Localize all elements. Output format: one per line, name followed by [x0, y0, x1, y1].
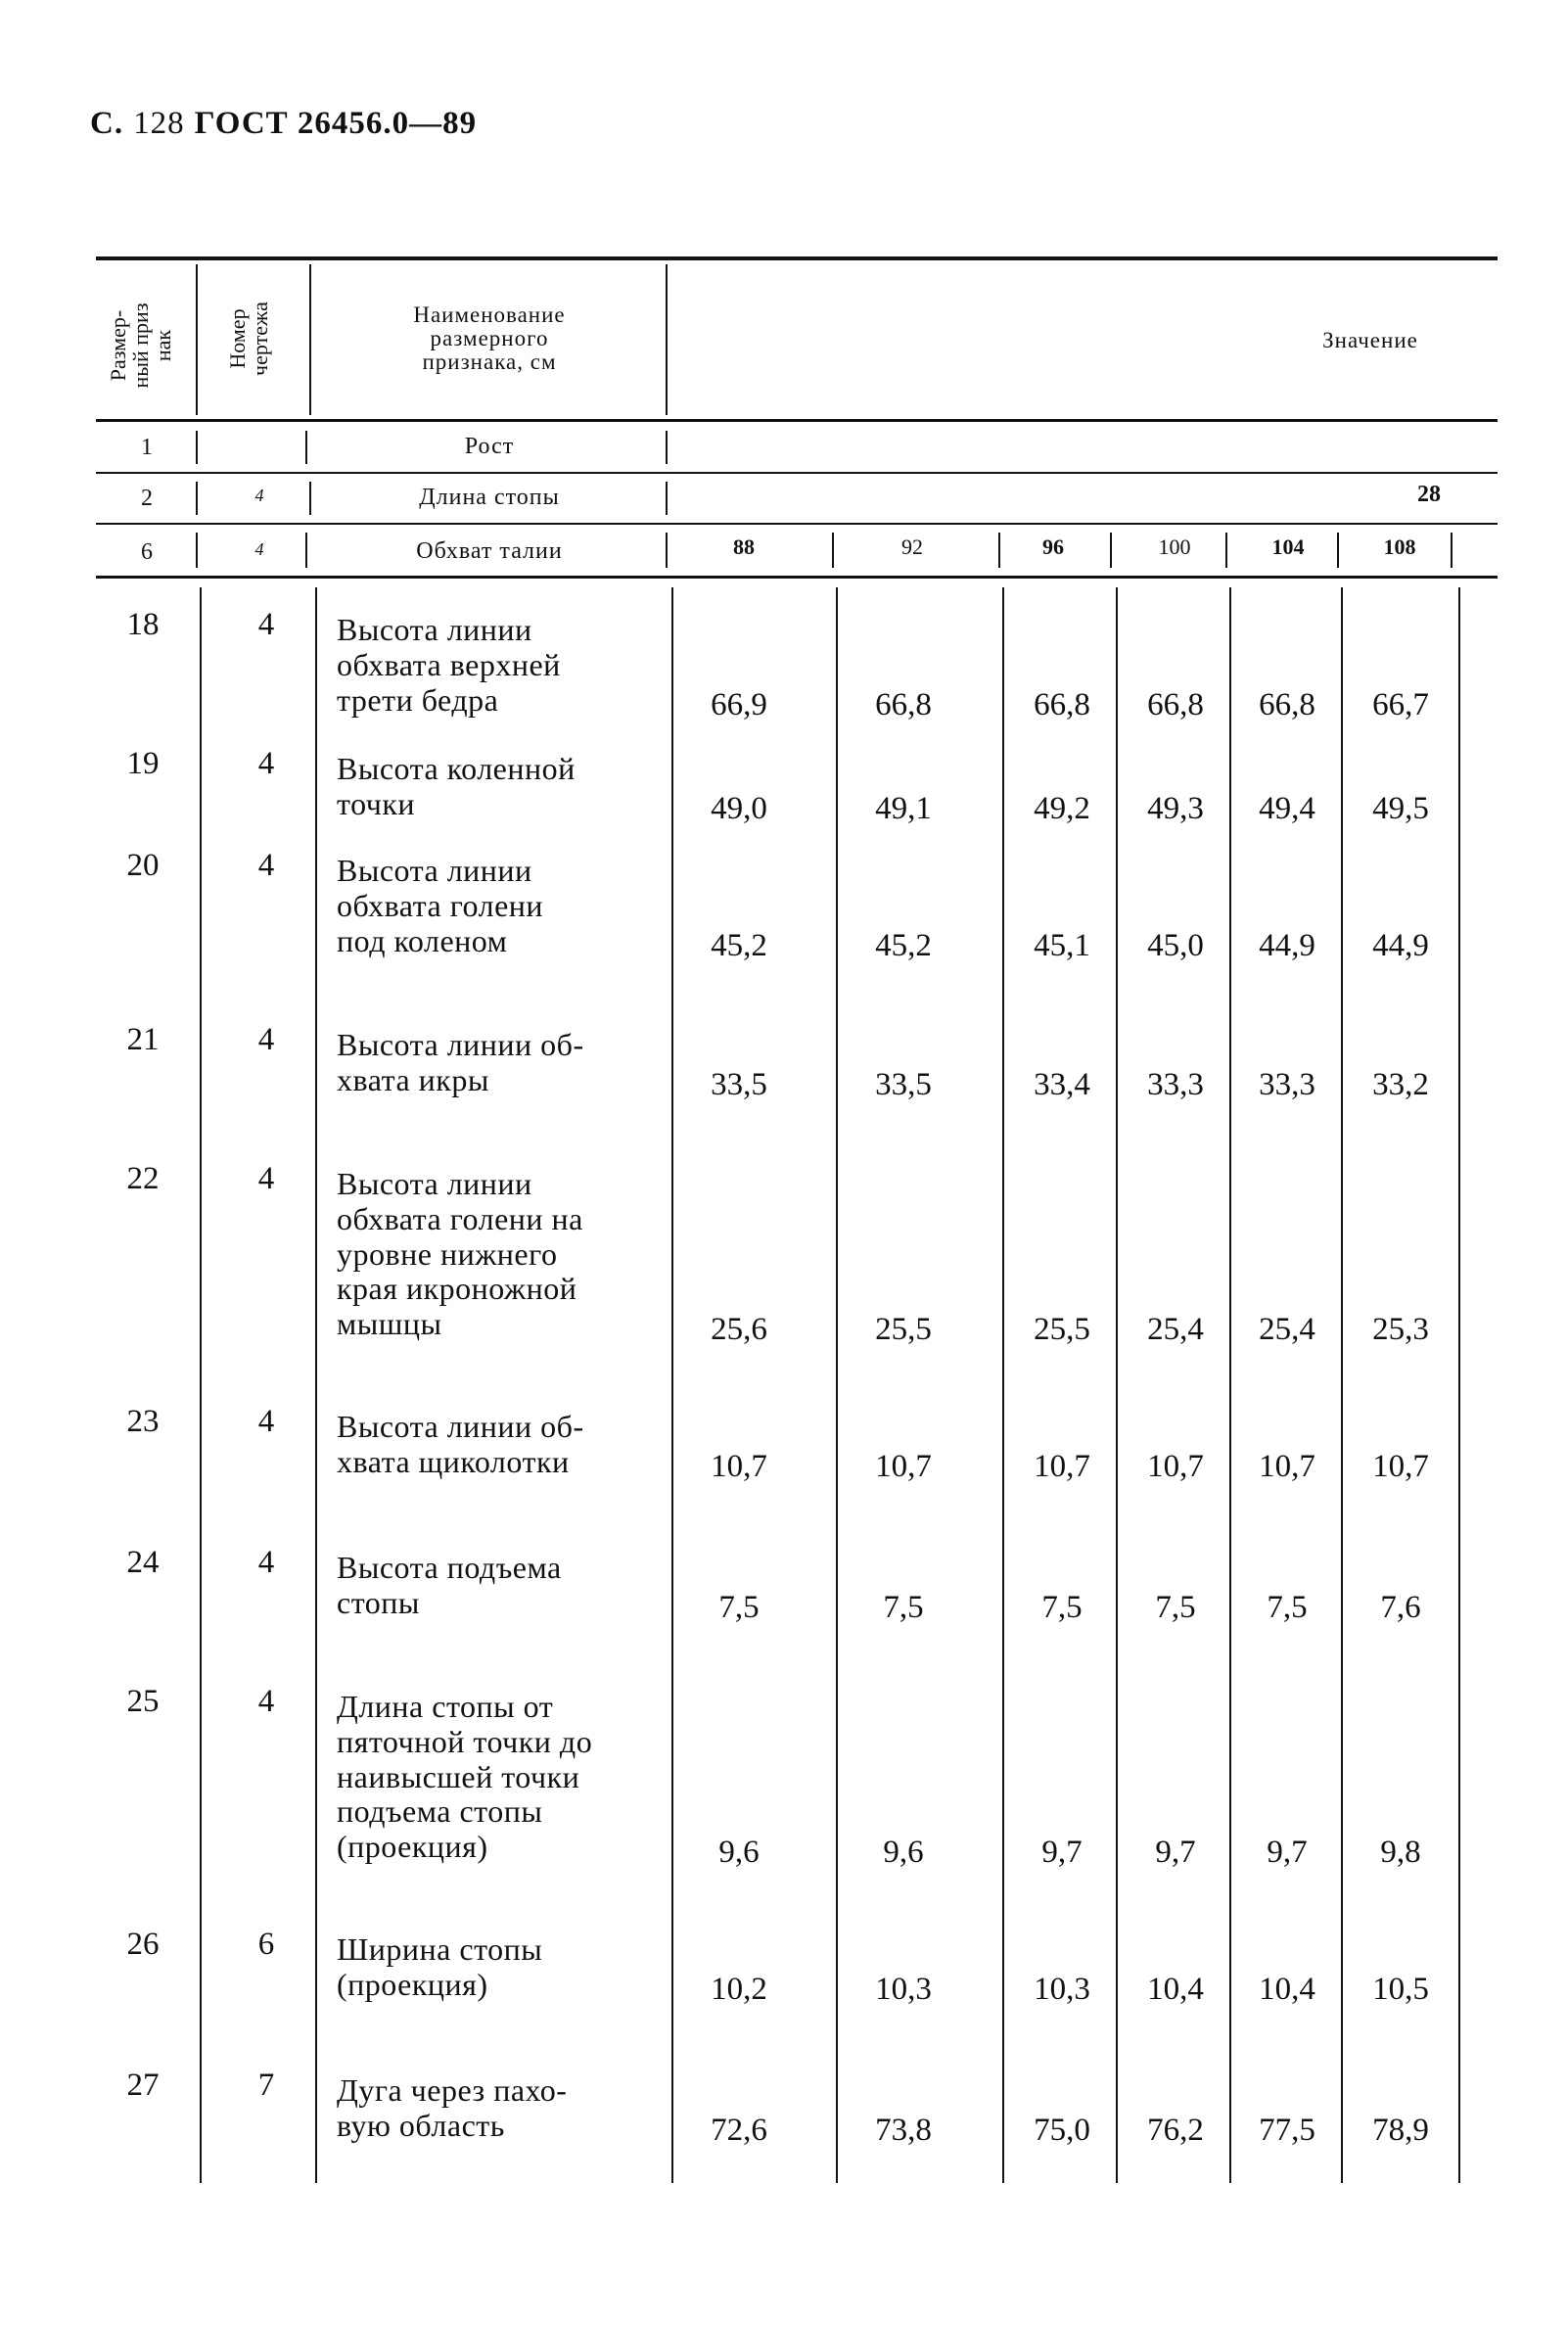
row-21-value-1: 33,5	[711, 1067, 767, 1102]
row-22-value-2: 25,5	[875, 1312, 932, 1347]
subrow-2-value: 28	[1417, 482, 1441, 507]
subrow-3-divider-e	[998, 533, 1000, 568]
row-22-value-5: 25,4	[1259, 1312, 1315, 1347]
header-divider-1	[196, 264, 198, 415]
body-col-divider-1	[200, 587, 202, 2183]
subrow-2-divider-a	[196, 482, 198, 515]
row-23-value-6: 10,7	[1372, 1449, 1429, 1484]
row-25-value-2: 9,6	[883, 1835, 924, 1870]
body-col-divider-2	[315, 587, 317, 2183]
row-26-value-3: 10,3	[1034, 1972, 1090, 2007]
header-standard: ГОСТ 26456.0—89	[194, 106, 478, 141]
subrow-3-divider-d	[832, 533, 834, 568]
row-24-name: Высота подъема стопы	[337, 1550, 562, 1620]
row-20-name: Высота линии обхвата голени под коленом	[337, 853, 544, 958]
row-25-value-4: 9,7	[1155, 1835, 1196, 1870]
row-18-value-1: 66,9	[711, 687, 767, 722]
body-col-divider-7	[1229, 587, 1231, 2183]
subrow-2-figure: 4	[254, 486, 264, 505]
row-24-value-1: 7,5	[718, 1590, 760, 1625]
subrow-3-divider-c	[666, 533, 668, 568]
header-page-number: 128	[133, 106, 185, 141]
header-col-feature-name: Наименование размерного признака, см	[413, 302, 566, 375]
row-22-name: Высота линии обхвата голени на уровне нижнего края икроножной мышцы	[337, 1166, 583, 1342]
row-25-figure: 4	[257, 1684, 275, 1719]
row-23-value-1: 10,7	[711, 1449, 767, 1484]
row-24-value-2: 7,5	[883, 1590, 924, 1625]
subrow-3-divider-g	[1225, 533, 1227, 568]
subrow-3-divider-f	[1110, 533, 1112, 568]
subrow-3-waist-104: 104	[1271, 535, 1305, 559]
subrow-3-figure: 4	[254, 539, 264, 559]
subrow-3-waist-88: 88	[733, 535, 755, 559]
row-25-value-3: 9,7	[1041, 1835, 1083, 1870]
row-22-value-1: 25,6	[711, 1312, 767, 1347]
table-body-rule	[96, 576, 1498, 579]
header-col-feature-number: Размер- ный приз нак	[106, 302, 176, 389]
row-19-value-5: 49,4	[1259, 791, 1315, 826]
row-23-figure: 4	[257, 1404, 275, 1439]
body-col-divider-3	[671, 587, 673, 2183]
row-19-name: Высота коленной точки	[337, 751, 576, 821]
table-header-rule	[96, 419, 1498, 422]
row-20-value-3: 45,1	[1034, 928, 1090, 963]
row-26-value-6: 10,5	[1372, 1972, 1429, 2007]
row-18-number: 18	[126, 607, 160, 642]
row-21-value-5: 33,3	[1259, 1067, 1315, 1102]
row-26-value-1: 10,2	[711, 1972, 767, 2007]
row-20-value-4: 45,0	[1147, 928, 1204, 963]
subrow-3-waist-92: 92	[901, 535, 923, 559]
row-27-value-1: 72,6	[711, 2113, 767, 2148]
row-22-figure: 4	[257, 1161, 275, 1196]
subrow-3-number: 6	[141, 539, 153, 565]
row-18-value-6: 66,7	[1372, 687, 1429, 722]
row-18-value-4: 66,8	[1147, 687, 1204, 722]
header-divider-2	[309, 264, 311, 415]
row-22-value-4: 25,4	[1147, 1312, 1204, 1347]
row-25-value-1: 9,6	[718, 1835, 760, 1870]
row-23-value-5: 10,7	[1259, 1449, 1315, 1484]
subrow-2-divider-c	[666, 482, 668, 515]
subrow-3-name: Обхват талии	[416, 538, 563, 564]
row-24-value-4: 7,5	[1155, 1590, 1196, 1625]
row-24-value-6: 7,6	[1380, 1590, 1421, 1625]
subrow-3-divider-i	[1451, 533, 1453, 568]
row-25-value-5: 9,7	[1267, 1835, 1308, 1870]
body-col-divider-5	[1002, 587, 1004, 2183]
row-24-value-5: 7,5	[1267, 1590, 1308, 1625]
body-col-divider-9	[1458, 587, 1460, 2183]
subrow-1-divider-c	[666, 431, 668, 464]
row-23-value-3: 10,7	[1034, 1449, 1090, 1484]
row-21-value-6: 33,2	[1372, 1067, 1429, 1102]
row-25-value-6: 9,8	[1380, 1835, 1421, 1870]
row-21-figure: 4	[257, 1022, 275, 1057]
body-col-divider-8	[1341, 587, 1343, 2183]
row-21-value-4: 33,3	[1147, 1067, 1204, 1102]
row-27-value-4: 76,2	[1147, 2113, 1204, 2148]
header-prefix: С.	[90, 106, 124, 141]
row-24-number: 24	[126, 1545, 160, 1580]
header-col-figure-number: Номер чертежа	[225, 302, 273, 376]
row-20-value-5: 44,9	[1259, 928, 1315, 963]
row-20-value-1: 45,2	[711, 928, 767, 963]
row-27-value-5: 77,5	[1259, 2113, 1315, 2148]
header-col-value: Значение	[1322, 328, 1418, 352]
body-col-divider-6	[1116, 587, 1118, 2183]
row-21-value-3: 33,4	[1034, 1067, 1090, 1102]
row-27-name: Дуга через пахо- вую область	[337, 2072, 568, 2143]
row-22-value-3: 25,5	[1034, 1312, 1090, 1347]
row-20-figure: 4	[257, 848, 275, 883]
subrow-1-divider-b	[305, 431, 307, 464]
subrow-3-waist-96: 96	[1042, 535, 1064, 559]
table-top-rule	[96, 256, 1498, 260]
row-19-value-6: 49,5	[1372, 791, 1429, 826]
row-24-value-3: 7,5	[1041, 1590, 1083, 1625]
row-18-figure: 4	[257, 607, 275, 642]
page-header	[90, 106, 477, 142]
subrow-3-divider-b	[305, 533, 307, 568]
row-25-name: Длина стопы от пяточной точки до наивысшей точки подъема стопы (проекция)	[337, 1689, 593, 1865]
row-27-figure: 7	[257, 2068, 275, 2103]
subrow-1-number: 1	[141, 435, 153, 460]
header-divider-3	[666, 264, 668, 415]
table-subrow-rule-1	[96, 472, 1498, 474]
row-23-name: Высота линии об- хвата щиколотки	[337, 1409, 584, 1479]
row-22-value-6: 25,3	[1372, 1312, 1429, 1347]
row-20-value-6: 44,9	[1372, 928, 1429, 963]
body-col-divider-4	[836, 587, 838, 2183]
row-19-number: 19	[126, 746, 160, 781]
row-27-value-6: 78,9	[1372, 2113, 1429, 2148]
row-19-figure: 4	[257, 746, 275, 781]
row-19-value-1: 49,0	[711, 791, 767, 826]
row-26-value-5: 10,4	[1259, 1972, 1315, 2007]
row-23-value-4: 10,7	[1147, 1449, 1204, 1484]
row-27-value-3: 75,0	[1034, 2113, 1090, 2148]
row-21-value-2: 33,5	[875, 1067, 932, 1102]
row-21-number: 21	[126, 1022, 160, 1057]
row-23-number: 23	[126, 1404, 160, 1439]
row-26-name: Ширина стопы (проекция)	[337, 1931, 543, 2002]
row-20-number: 20	[126, 848, 160, 883]
subrow-2-name: Длина стопы	[419, 485, 560, 510]
row-24-figure: 4	[257, 1545, 275, 1580]
subrow-3-waist-100: 100	[1158, 535, 1191, 559]
row-26-value-2: 10,3	[875, 1972, 932, 2007]
row-19-value-4: 49,3	[1147, 791, 1204, 826]
row-19-value-3: 49,2	[1034, 791, 1090, 826]
row-22-number: 22	[126, 1161, 160, 1196]
row-27-number: 27	[126, 2068, 160, 2103]
subrow-3-divider-h	[1337, 533, 1339, 568]
subrow-1-name: Рост	[464, 434, 515, 459]
row-26-figure: 6	[257, 1927, 275, 1962]
row-26-number: 26	[126, 1927, 160, 1962]
table-subrow-rule-2	[96, 523, 1498, 525]
subrow-1-divider-a	[196, 431, 198, 464]
row-23-value-2: 10,7	[875, 1449, 932, 1484]
row-18-value-5: 66,8	[1259, 687, 1315, 722]
row-18-name: Высота линии обхвата верхней трети бедра	[337, 612, 561, 718]
subrow-3-divider-a	[196, 533, 198, 568]
row-21-name: Высота линии об- хвата икры	[337, 1027, 584, 1097]
row-18-value-3: 66,8	[1034, 687, 1090, 722]
subrow-3-waist-108: 108	[1383, 535, 1416, 559]
row-20-value-2: 45,2	[875, 928, 932, 963]
row-27-value-2: 73,8	[875, 2113, 932, 2148]
row-19-value-2: 49,1	[875, 791, 932, 826]
row-26-value-4: 10,4	[1147, 1972, 1204, 2007]
subrow-2-number: 2	[141, 486, 153, 511]
row-18-value-2: 66,8	[875, 687, 932, 722]
subrow-2-divider-b	[309, 482, 311, 515]
row-25-number: 25	[126, 1684, 160, 1719]
